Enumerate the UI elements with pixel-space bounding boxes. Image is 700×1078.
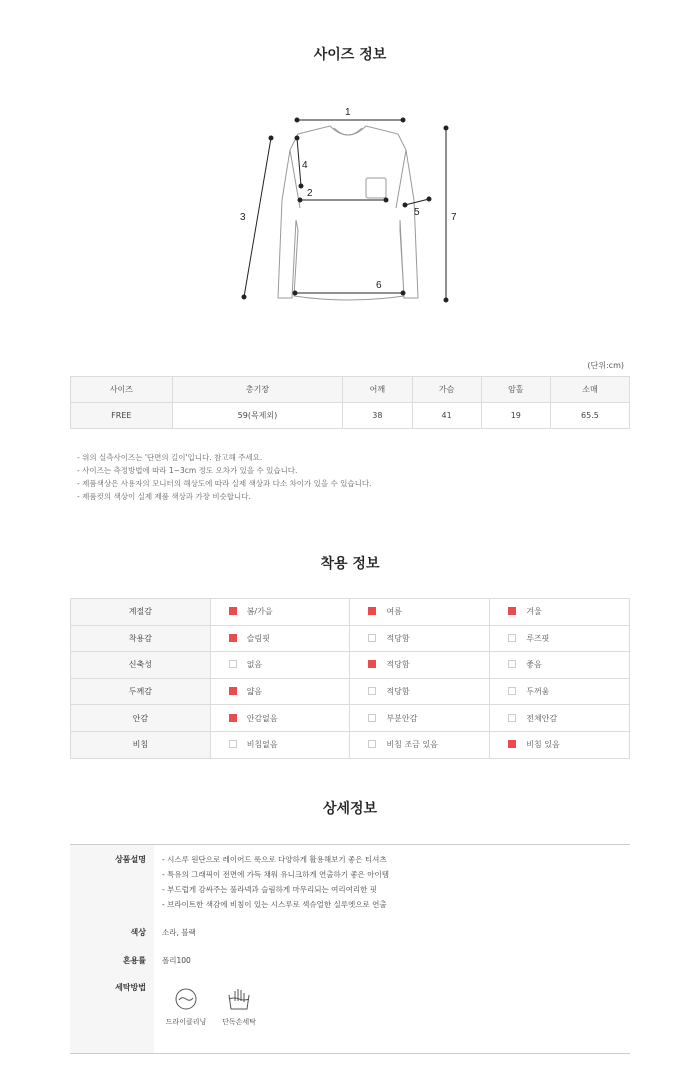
wear-row [71,678,630,705]
wear-option-label: 봄/가을 [246,607,273,617]
dry-clean-icon [174,987,198,1011]
size-table-header: 총기장 [172,377,343,403]
wear-option-label: 비침없음 [246,740,278,750]
note-line: - 사이즈는 측정방법에 따라 1~3cm 정도 오차가 있을 수 있습니다. [77,466,298,475]
care-item-dry [161,987,211,1027]
measure-label-4: 4 [302,160,308,171]
wear-option-label: 적당함 [386,660,410,670]
wear-option-label: 비침 조금 있음 [386,740,438,750]
measure-label-3: 3 [240,212,246,223]
size-table-header: 소매 [550,377,629,403]
care-label: 드라이클리닝 [165,1018,207,1026]
size-table-cell: 59(목제외) [172,403,343,429]
wear-option-label: 전체안감 [526,713,558,723]
wear-option-label: 좋음 [526,660,542,670]
checked-box-icon [229,607,237,615]
wear-option [210,652,350,679]
shirt-outline [278,126,418,300]
wear-row [71,625,630,652]
size-table-row [71,403,630,429]
wear-info-title: 착용 정보 [320,556,380,572]
unchecked-box-icon [508,714,516,722]
size-table-cell: 41 [412,403,481,429]
measure-label-5: 5 [414,207,420,218]
wear-row-label: 비침 [71,731,211,758]
checked-box-icon [508,607,516,615]
wear-row-label: 안감 [71,705,211,732]
measure-label-1: 1 [345,107,351,118]
wear-option [210,599,350,626]
wear-option-label: 적당함 [386,633,410,643]
hand-wash-icon [226,987,252,1011]
size-info-title: 사이즈 정보 [313,47,387,63]
wash-label: 세탁방법 [115,983,146,992]
fabric-label: 혼용률 [122,956,146,965]
wear-option [210,731,350,758]
wear-option-label: 얇음 [246,687,263,697]
note-line: - 제품컷의 색상이 실제 제품 색상과 가장 비슷합니다. [77,492,251,501]
wear-option [350,599,490,626]
unchecked-box-icon [368,634,376,642]
wear-option [350,731,490,758]
wear-option [490,599,630,626]
unchecked-box-icon [229,740,237,748]
wear-option [350,652,490,679]
unchecked-box-icon [368,687,376,695]
size-table-header: 암홀 [481,377,550,403]
wear-option-label: 슬림핏 [246,633,270,643]
wear-option-label: 부분안감 [386,713,418,723]
wear-option-label: 두꺼움 [526,687,550,697]
wear-row-label: 두께감 [71,678,211,705]
checked-box-icon [368,607,376,615]
detail-label-column [70,845,154,1053]
wear-option [490,625,630,652]
checked-box-icon [229,714,237,722]
wear-option-label: 비침 있음 [526,740,560,750]
note-line: - 제품색상은 사용자의 모니터의 해상도에 따라 실제 색상과 다소 차이가 있을 수 있습니다. [77,479,372,488]
size-table-cell: 19 [481,403,550,429]
checked-box-icon [508,740,516,748]
size-table-header-row [71,377,630,403]
size-notes [77,451,372,503]
color-label: 색상 [130,928,146,937]
checked-box-icon [368,660,376,668]
wear-option-label: 없음 [246,660,263,670]
desc-line: - 부드럽게 감싸주는 풀라넥과 슬림하게 마무리되는 여리여리한 핏 [162,885,378,894]
unchecked-box-icon [368,714,376,722]
checked-box-icon [229,634,237,642]
wear-option [350,705,490,732]
wear-option-label: 루즈핏 [526,633,550,643]
wear-row [71,705,630,732]
unchecked-box-icon [508,634,516,642]
wear-option [490,705,630,732]
shirt-diagram-svg [230,100,470,310]
wear-option [210,625,350,652]
desc-lines [162,852,389,912]
size-diagram [230,100,470,310]
size-table [70,376,630,429]
care-item-handwash [214,987,264,1027]
detail-info-title: 상세정보 [322,801,378,817]
wear-row-label: 착용감 [71,625,211,652]
desc-line: - 브라이트한 색감에 비침이 있는 시스루로 섹슈얼한 실루엣으로 연출 [162,900,387,909]
wear-option [210,678,350,705]
size-table-cell: 38 [343,403,412,429]
measure-label-7: 7 [451,212,457,223]
wear-option [490,652,630,679]
wear-row [71,731,630,758]
size-table-header: 사이즈 [71,377,173,403]
unchecked-box-icon [508,687,516,695]
wear-option [350,625,490,652]
fabric-value: 폴리100 [162,956,191,965]
desc-line: - 시스루 원단으로 레이어드 룩으로 다양하게 활용해보기 좋은 티셔츠 [162,855,387,864]
wear-option [350,678,490,705]
unchecked-box-icon [368,740,376,748]
wear-option [490,678,630,705]
detail-box [70,844,630,1054]
wear-row-label: 신축성 [71,652,211,679]
wear-option-label: 적당함 [386,687,410,697]
color-value: 소라, 블랙 [162,928,196,937]
wear-row [71,652,630,679]
wear-option [210,705,350,732]
wear-table [70,598,630,759]
size-table-header: 가슴 [412,377,481,403]
size-table-cell: 65.5 [550,403,629,429]
desc-line: - 특유의 그래픽이 전면에 가득 채워 유니크하게 연출하기 좋은 아이템 [162,870,390,879]
wear-row [71,599,630,626]
wear-option-label: 겨울 [526,607,542,617]
wear-row-label: 계절감 [71,599,211,626]
unchecked-box-icon [229,660,237,668]
care-label: 단독손세탁 [222,1018,256,1026]
wear-option-label: 안감없음 [246,713,278,723]
measure-label-6: 6 [376,280,382,291]
unit-label: (단위:cm) [587,361,624,370]
checked-box-icon [229,687,237,695]
desc-label: 상품설명 [115,855,146,864]
unchecked-box-icon [508,660,516,668]
measure-label-2: 2 [307,188,313,199]
size-table-cell: FREE [71,403,173,429]
note-line: - 위의 실측사이즈는 '단면의 길이'입니다. 참고해 주세요. [77,453,263,462]
wear-option-label: 여름 [386,607,402,617]
wear-option [490,731,630,758]
size-table-header: 어깨 [343,377,412,403]
